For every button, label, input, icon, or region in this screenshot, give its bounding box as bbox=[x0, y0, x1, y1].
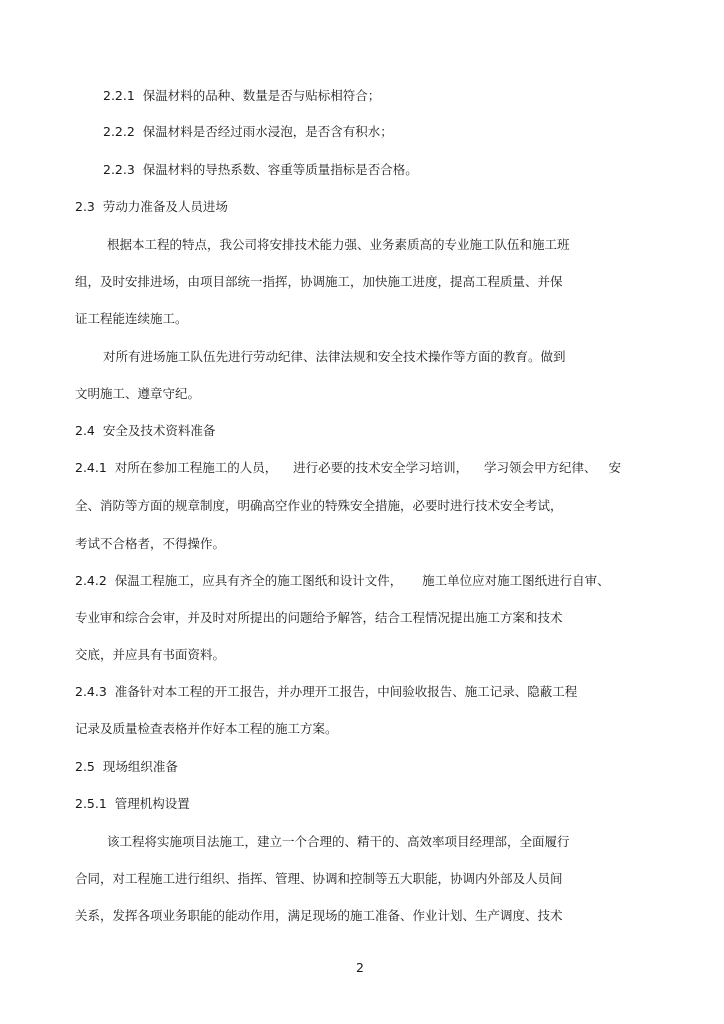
item-2-4-3: 2.4.3 准备针对本工程的开工报告，并办理开工报告，中间验收报告、施工记录、隐蔽工程 bbox=[75, 684, 578, 699]
paragraph-line: 交底，并应具有书面资料。 bbox=[75, 647, 226, 662]
item-2-2-1: 2.2.1 保温材料的品种、数量是否与贴标相符合； bbox=[103, 88, 381, 103]
paragraph-line: 该工程将实施项目法施工，建立一个合理的、精干的、高效率项目经理部，全面履行 bbox=[107, 834, 570, 849]
page-number: 2 bbox=[356, 960, 364, 975]
item-2-2-2: 2.2.2 保温材料是否经过雨水浸泡，是否含有积水； bbox=[103, 124, 393, 139]
paragraph-line: 文明施工、遵章守纪。 bbox=[75, 386, 201, 401]
paragraph-line: 组，及时安排进场，由项目部统一指挥，协调施工，加快施工进度，提高工程质量、并保 bbox=[75, 274, 563, 289]
item-2-2-3: 2.2.3 保温材料的导热系数、容重等质量指标是否合格。 bbox=[103, 162, 418, 177]
paragraph-line: 根据本工程的特点，我公司将安排技术能力强、业务素质高的专业施工队伍和施工班 bbox=[107, 237, 570, 252]
heading-2-5: 2.5 现场组织准备 bbox=[75, 759, 178, 774]
paragraph-line: 关系，发挥各项业务职能的能动作用，满足现场的施工准备、作业计划、生产调度、技术 bbox=[75, 908, 563, 923]
heading-2-3: 2.3 劳动力准备及人员进场 bbox=[75, 199, 228, 214]
item-2-5-1: 2.5.1 管理机构设置 bbox=[75, 796, 190, 811]
item-2-4-1: 2.4.1 对所在参加工程施工的人员， 进行必要的技术安全学习培训， 学习领会甲方纪律、 安 bbox=[75, 460, 621, 475]
paragraph-line: 合同，对工程施工进行组织、指挥、管理、协调和控制等五大职能，协调内外部及人员间 bbox=[75, 871, 563, 886]
paragraph-line: 记录及质量检查表格并作好本工程的施工方案。 bbox=[75, 721, 338, 736]
paragraph-line: 证工程能连续施工。 bbox=[75, 311, 188, 326]
item-2-4-2: 2.4.2 保温工程施工，应具有齐全的施工图纸和设计文件， 施工单位应对施工图纸进行自审、 bbox=[75, 573, 610, 588]
paragraph-line: 对所有进场施工队伍先进行劳动纪律、法律法规和安全技术操作等方面的教育。做到 bbox=[103, 349, 566, 364]
paragraph-line: 专业审和综合会审，并及时对所提出的问题给予解答，结合工程情况提出施工方案和技术 bbox=[75, 610, 563, 625]
heading-2-4: 2.4 安全及技术资料准备 bbox=[75, 423, 216, 438]
paragraph-line: 全、消防等方面的规章制度，明确高空作业的特殊安全措施，必要时进行技术安全考试， bbox=[75, 498, 563, 513]
paragraph-line: 考试不合格者，不得操作。 bbox=[75, 536, 226, 551]
